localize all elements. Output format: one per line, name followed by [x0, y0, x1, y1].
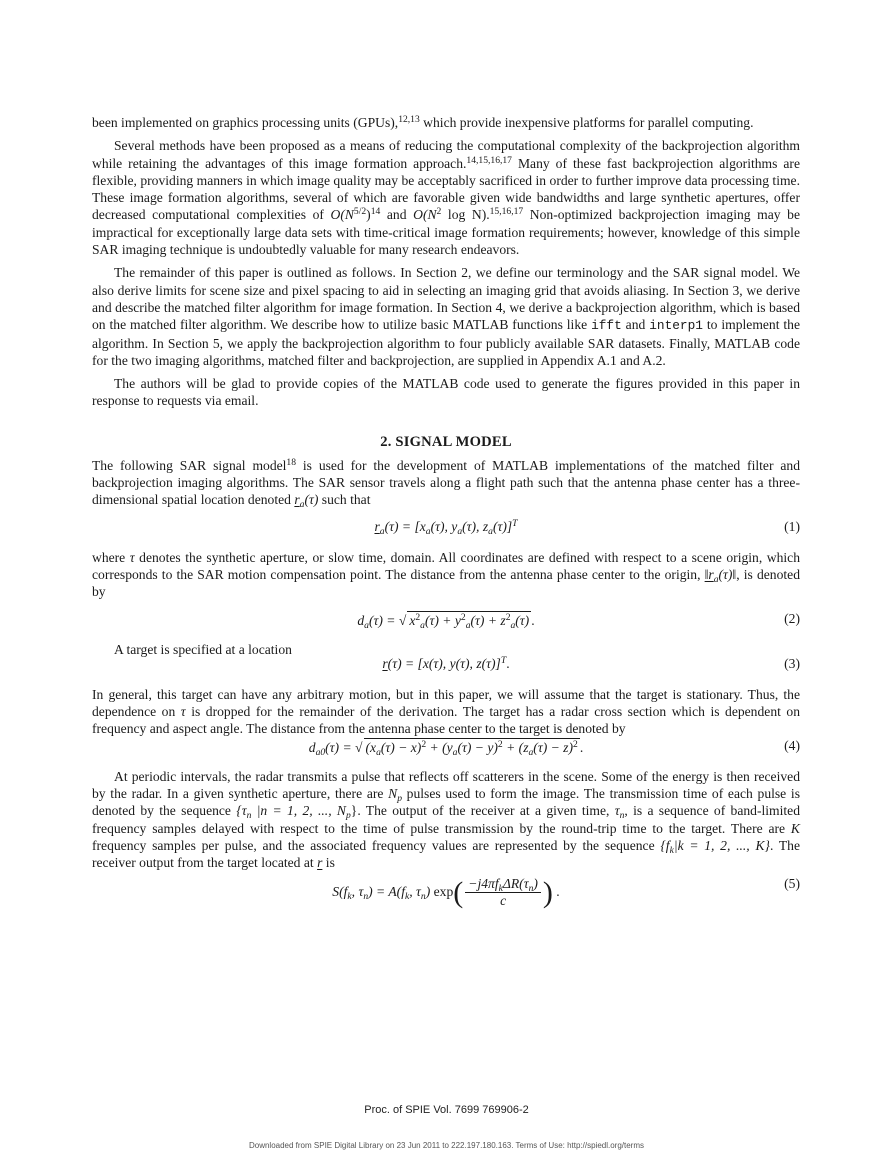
equation-number: (3) — [784, 655, 800, 671]
proceedings-footer: Proc. of SPIE Vol. 7699 769906-2 — [364, 1104, 529, 1116]
equation-number: (5) — [784, 875, 800, 891]
equation-number: (1) — [784, 518, 800, 534]
paragraph-2: Several methods have been proposed as a means of reducing the computational complexity of the backprojection algorithm while retaining the advantages of this image formation approach.$^{14,15,16,17}$ Many of these fast backprojection algorithms are flexible, providing manners in which image quality may be acceptably sacrificed in order to further improve data processing time. These image formation algorithms, several of which are favorable given wide bandwidths and large synthetic apertures, offer decreased computational complexities of $O(N^{5/2})^{14}$ and $O(N^2$ log N).$^{15,16,17}$ Non-optimized backprojection imaging may be impractical for exceptionally large data sets with time-critical image formation requirements; however, knowledge of this simple SAR imaging technique is undoubtedly valuable for many research endeavors. — [92, 138, 800, 258]
paragraph-1: been implemented on graphics processing units (GPUs),$^{12,13}$ which provide inexpensive platforms for parallel computing. — [92, 114, 754, 130]
paper-page — [92, 114, 800, 912]
section-title: 2. SIGNAL MODEL — [380, 433, 512, 450]
citation: 12,13 — [398, 114, 420, 125]
code-ifft: ifft — [591, 318, 622, 334]
citation: 15,16,17 — [489, 206, 524, 218]
citation: 18 — [286, 456, 297, 468]
code-interp1: interp1 — [649, 318, 703, 334]
equation-3: r(τ) = [x(τ), y(τ), z(τ)]$^T$. (3) — [382, 654, 800, 671]
citation: 14,15,16,17 — [466, 154, 512, 166]
equation-4: $d_{a0}(\tau)$ = √ $(x_a(\tau) - x)^2 + (y_a(\tau) - y)^2 + (z_a(\tau) - z)^2$ . (4) — [308, 737, 800, 758]
equation-number: (2) — [784, 610, 800, 626]
paragraph-4: The authors will be glad to provide copies of the MATLAB code used to generate the figures provided in this paper in response to requests via email. — [92, 376, 800, 409]
equation-2: $d_a(\tau)$ = √ $x^2_a(\tau) + y^2_a(\tau) + z^2_a(\tau)$ . (2) — [357, 610, 800, 631]
paragraph-6: where τ denotes the synthetic aperture, or slow time, domain. All coordinates are defined with respect to a scene origin, which corresponds to the SAR motion compensation point. The distance from the antenna phase center to the origin, $‖r_a(\tau)‖$, is denoted by — [92, 549, 801, 600]
download-notice: Downloaded from SPIE Digital Library on 23 Jun 2011 to 222.197.180.163. Terms of Use: http://spiedl.org/terms — [248, 1141, 645, 1150]
citation: 14 — [370, 206, 381, 218]
paragraph-5: The following SAR signal model$^{18}$ is used for the development of MATLAB implementations of the matched filter and backprojection imaging algorithms. The SAR sensor travels along a flight path such that the antenna phase center has a three-dimensional spatial location denoted $r_a(\tau)$ such that — [92, 456, 800, 511]
paragraph-7: A target is specified at a location — [114, 641, 292, 657]
equation-5: $S(f_k$, $\tau_n) = A(f_k$, $\tau_n$) exp( $\frac{-j4\pi f_k\Delta R(\tau_n)}{c}$ ) . (5) — [332, 875, 800, 909]
equation-1: $r_a(\tau) = [x_a(\tau)$, $y_a(\tau)$, $z_a(\tau)]^T$ (1) — [374, 517, 800, 537]
paragraph-8: In general, this target can have any arbitrary motion, but in this paper, we will assume that the target is stationary. Thus, the dependence on τ is dropped for the remainder of the derivation. The target has a radar cross section which is dependent on frequency and aspect angle. The distance from the antenna phase center to the target is denoted by — [92, 686, 800, 737]
paragraph-9: At periodic intervals, the radar transmits a pulse that reflects off scatterers in the scene. Some of the energy is then received by the radar. In a given synthetic aperture, there are $N_p$ pulses used to form the image. The transmission time of each pulse is denoted by the sequence {$\tau_n$ |n = 1, 2, ..., $N_p$}. The output of the receiver at a given time, $\tau_n$, is a sequence of band-limited frequency samples delayed with respect to the time of pulse transmission by the round-trip time to the target. There are K frequency samples per pulse, and the associated frequency values are represented by the sequence {$f_k|k = 1$, 2, ..., K}. The receiver output from the target located at r is — [92, 768, 801, 871]
equation-number: (4) — [784, 737, 800, 753]
paragraph-3: The remainder of this paper is outlined as follows. In Section 2, we define our terminology and the SAR signal model. We also derive limits for scene size and pixel spacing to aid in selecting an imaging grid that avoids aliasing. In Section 3, we derive and describe the matched filter algorithm for image formation. In Section 4, we derive a backprojection algorithm, which is based on the matched filter algorithm. We describe how to utilize basic MATLAB functions like ifft and interp1 to implement the algorithm. In Section 5, we apply the backprojection algorithm to four publicly available SAR datasets. Finally, MATLAB code for the two imaging algorithms, matched filter and backprojection, are supplied in Appendix A.1 and A.2. — [92, 265, 800, 368]
